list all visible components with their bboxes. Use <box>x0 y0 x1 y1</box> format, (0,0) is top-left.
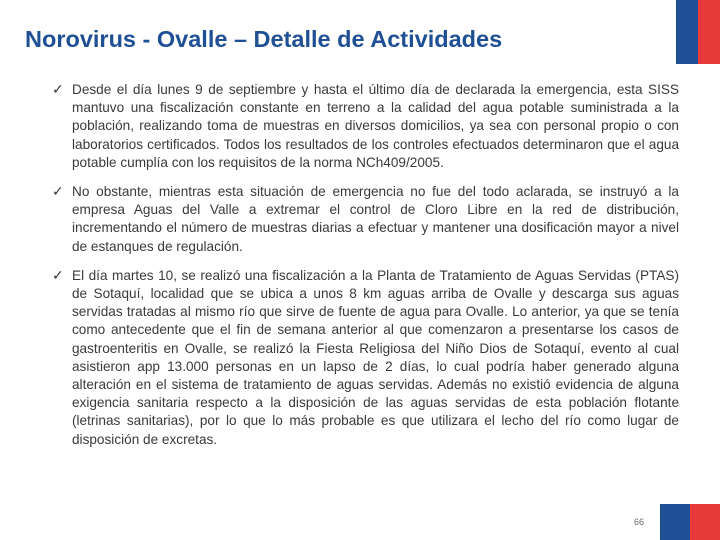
check-icon: ✓ <box>52 184 64 201</box>
bullet-item <box>46 183 679 256</box>
check-icon: ✓ <box>52 267 64 284</box>
bullet-item <box>46 267 679 449</box>
flag-bottom-decoration <box>660 504 720 540</box>
bullet-item <box>46 81 679 172</box>
bullet-text: No obstante, mientras esta situación de emergencia no fue del todo aclarada, se instruyó a la empresa Aguas del Valle a extremar el control de Cloro Libre en la red de distribución, incrementando el número de muestras diarias a efectuar y mantener una dosificación mayor a nivel de estanques de regulación. <box>72 184 679 254</box>
flag-blue-stripe <box>676 0 698 64</box>
bullet-list <box>46 81 679 460</box>
bullet-text: Desde el día lunes 9 de septiembre y hasta el último día de declarada la emergencia, esta SISS mantuvo una fiscalización constante en terreno a la calidad del agua potable suministrada a la población, realizando toma de muestras en diversos domicilios, ya sea con personal propio o con laboratorios certificados. Todos los resultados de los controles efectuados determinaron que el agua potable cumplía con los requisitos de la norma NCh409/2005. <box>72 82 679 170</box>
check-icon: ✓ <box>52 82 64 98</box>
flag-red-stripe <box>698 0 720 64</box>
bullet-text: El día martes 10, se realizó una fiscalización a la Planta de Tratamiento de Aguas Servidas (PTAS) de Sotaquí, localidad que se ubica a unos 8 km aguas arriba de Ovalle y descarga sus aguas servidas tratadas al mismo río que sirve de fuente de agua para Ovalle. Lo anterior, ya que se tenía como antecedente que el fin de semana anterior al que comenzaron a presentarse los casos de gastroenteritis en Ovalle, se realizó la Fiesta Religiosa del Niño Dios de Sotaquí, evento al cual asistieron app 13.000 personas en un lapso de 2 días, lo cual podría haber generado alguna alteración en el sistema de tratamiento de aguas servidas. Además no existió evidencia de alguna exigencia sanitaria respecto a la disposición de las aguas servidas de esta población flotante (letrinas sanitarias), por lo que lo más probable es que utilizara el lecho del río como lugar de disposición de excretas. <box>72 267 679 447</box>
flag-blue-stripe <box>660 504 690 540</box>
flag-red-stripe <box>690 504 720 540</box>
flag-top-decoration <box>676 0 720 64</box>
page-number: 66 <box>634 517 645 527</box>
slide-title: Norovirus - Ovalle – Detalle de Actividades <box>25 26 503 52</box>
